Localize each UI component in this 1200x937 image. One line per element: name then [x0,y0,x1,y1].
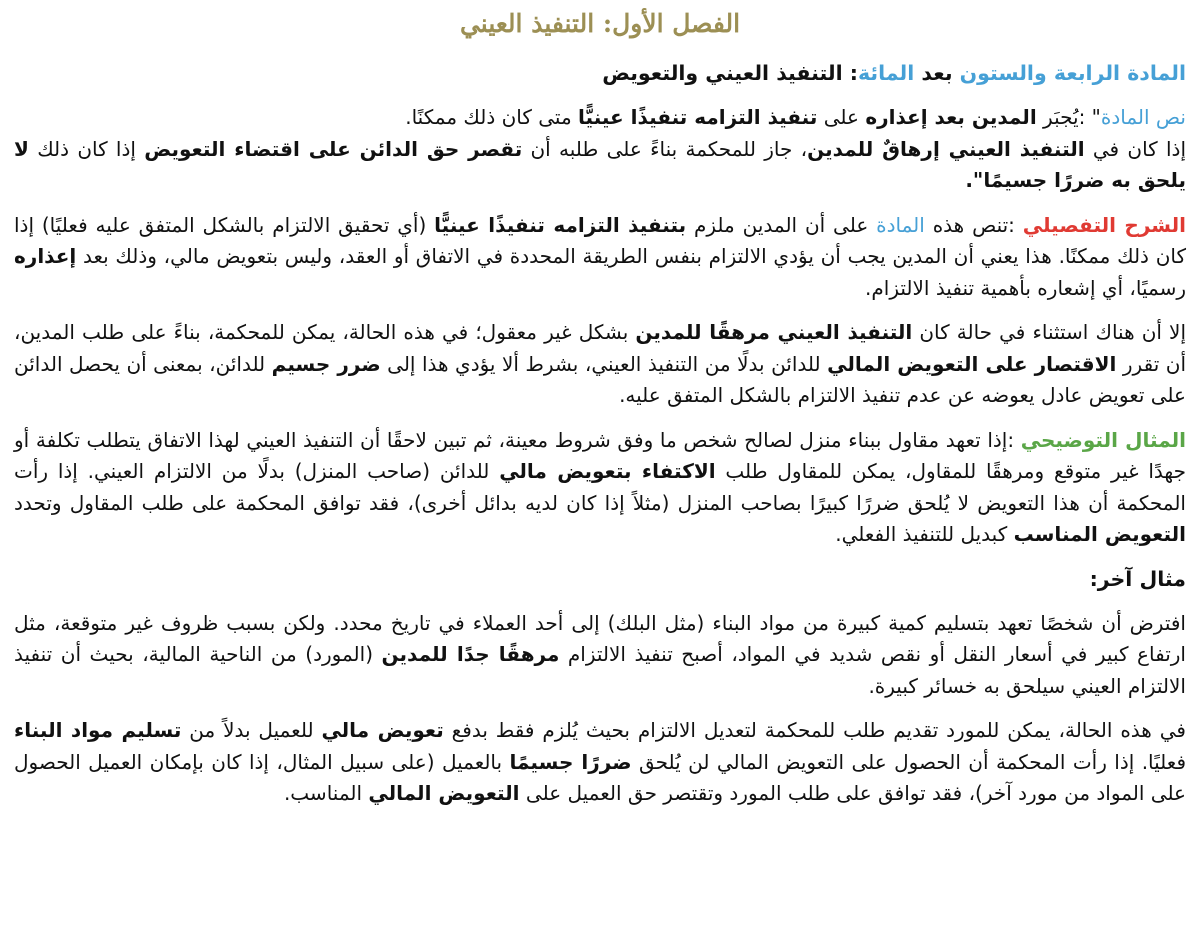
bold-segment: التعويض المناسب [1013,522,1186,546]
article-heading [14,58,1186,88]
text-segment: ، جاز للمحكمة بناءً على طلبه أن [522,136,808,161]
text-segment: (المورد) من الناحية المالية، بحيث أن تنفيذ الالتزام العيني سيلحق به خسائر كبيرة. [14,642,1186,698]
bold-segment: إعذاره [14,244,77,268]
text-segment: بالعميل (على سبيل المثال، إذا كان بإمكان العميل الحصول على المواد من مورد آخر)، فقد توافق على طلب المورد وتقتصر حق العميل على [14,749,1186,805]
bold-segment: تسليم مواد البناء [14,718,182,742]
bold-segment: تعويض مالي [321,718,444,742]
text-segment: :إذا تعهد مقاول ببناء منزل لصالح شخص ما وفق شروط معينة، ثم تبين لاحقًا أن التنفيذ العيني لهذا الاتفاق يتطلب تكلفة أو جهدًا غير متوقع ومرهقًا للمقاول، يمكن للمقاول طلب [14,427,1186,483]
text-segment: للعميل بدلاً من [181,718,322,742]
text-segment: كبديل للتنفيذ الفعلي. [835,522,1014,546]
explanation-paragraph-2 [14,317,1186,412]
text-segment: إذا كان في [1084,136,1187,161]
bold-segment: ضررًا جسيمًا [509,749,632,774]
text-segment: رسميًا، أي إشعاره بأهمية تنفيذ الالتزام. [865,275,1186,300]
another-example-paragraph-1 [14,608,1186,703]
illustrative-example-block [14,425,1186,551]
another-example-block-2 [14,715,1186,810]
text-segment: للدائن بدلًا من التنفيذ العيني، بشرط ألا يؤدي هذا إلى [380,351,828,376]
another-example-paragraph-2 [14,715,1186,810]
article-word: المادة [876,212,925,237]
bold-segment: المدين بعد إعذاره [865,105,1037,129]
exception-block [14,317,1186,412]
explanation-paragraph-1 [14,210,1186,305]
article-conjunction: و [1033,61,1054,85]
text-segment: ". [965,168,984,192]
bold-segment: تنفيذ التزامه تنفيذًا عينيًّا [578,105,818,129]
article-text-line-1 [14,102,1186,134]
bold-segment: التنفيذ العيني إرهاقٌ للمدين [807,136,1085,161]
text-segment: للدائن (صاحب المنزل) بدلًا من الالتزام العيني. إذا رأت المحكمة أن هذا التعويض لا يُلحق ضررًا كبيرًا بصاحب المنزل (مثلاً إذا كان لديه بدائل أخرى)، فقد توافق المحكمة على طلب المقاول وتحدد [14,459,1186,515]
text-segment: :تنص هذه [924,212,1023,237]
another-example-label: مثال آخر: [1089,566,1186,591]
bold-segment: التعويض المالي [368,781,520,805]
bold-segment: الاكتفاء بتعويض مالي [499,459,716,483]
illustrative-example-label: المثال التوضيحي [1020,427,1186,452]
article-title: : التنفيذ العيني والتعويض [602,61,858,85]
illustrative-example-paragraph [14,425,1186,551]
bold-segment: لا يلحق به ضررًا جسيمًا [14,136,1186,192]
article-ordinal-1: المادة الرابعة [1053,61,1186,85]
article-after-word: بعد [914,61,960,85]
chapter-title: الفصل الأول: التنفيذ العيني [459,9,741,38]
text-segment: فعليًا. إذا رأت المحكمة أن الحصول على التعويض المالي لن يُلحق [631,749,1187,774]
bold-segment: مرهقًا جدًا للمدين [381,642,560,666]
text-segment: متى كان ذلك ممكنًا. [405,105,579,129]
text-segment: على أن المدين ملزم [686,212,877,237]
text-segment: افترض أن شخصًا تعهد بتسليم كمية كبيرة من مواد البناء (مثل البلك) إلى أحد العملاء في تاريخ محدد. ولكن بسبب ظروف غير متوقعة، مثل ارتفاع كبير في أسعار النقل أو نقص شديد في المواد، أصبح تنفيذ الالتزام [14,610,1186,666]
explanation-label: الشرح التفصيلي [1022,212,1187,237]
bold-segment: ضرر جسيم [271,351,381,376]
article-ordinal-2: الستون [959,61,1034,85]
article-text-label: نص المادة [1100,105,1186,129]
text-segment: المناسب. [283,781,369,805]
text-segment: إذا كان ذلك [28,136,145,161]
text-segment: بشكل غير معقول؛ في هذه الحالة، يمكن للمحكمة، بناءً على طلب المدين، أن تقرر [14,320,1187,376]
another-example-block-1 [14,608,1186,703]
article-hundred: المائة [857,61,915,85]
article-text-line-2 [14,134,1186,197]
text-segment: على [817,105,866,129]
bold-segment: التنفيذ العيني مرهقًا للمدين [635,320,913,344]
text-segment: للدائن، بمعنى أن يحصل الدائن على تعويض عادل يعوضه عن عدم تنفيذ الالتزام بالشكل المتفق عليه. [14,351,1186,407]
bold-segment: تقصر حق الدائن على اقتضاء التعويض [144,136,523,161]
text-segment: " :يُجبَر [1036,105,1101,129]
text-segment: في هذه الحالة، يمكن للمورد تقديم طلب للمحكمة لتعديل الالتزام بحيث يُلزم فقط بدفع [443,718,1186,742]
article-text-block [14,102,1186,197]
text-segment: إلا أن هناك استثناء في حالة كان [912,320,1187,344]
text-segment: (أي تحقيق الالتزام بالشكل المتفق عليه فعليًا) إذا كان ذلك ممكنًا. هذا يعني أن المدين يجب أن يؤدي الالتزام بنفس الطريقة المحددة في الاتفاق أو العقد، وليس بتعويض مالي، وذلك بعد [14,212,1186,268]
detailed-explanation-block [14,210,1186,305]
bold-segment: الاقتصار على التعويض المالي [827,351,1117,376]
bold-segment: بتنفيذ التزامه تنفيذًا عينيًّا [434,212,687,237]
